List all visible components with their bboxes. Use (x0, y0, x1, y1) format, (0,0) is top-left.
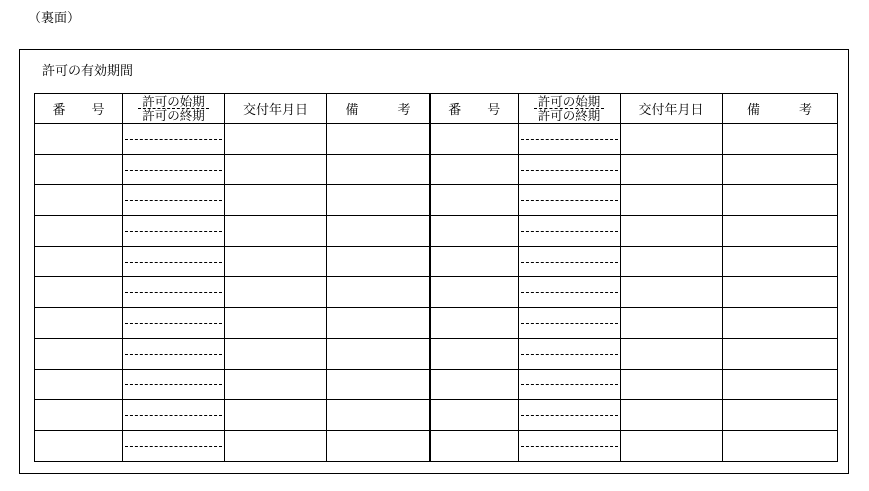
period-cell[interactable] (123, 338, 225, 369)
table-row (430, 216, 837, 247)
number-cell[interactable] (35, 430, 123, 461)
table-row (430, 277, 837, 308)
period-start-label: 許可の始期 (138, 95, 209, 109)
period-divider (125, 231, 222, 232)
period-cell[interactable] (518, 369, 620, 400)
number-cell[interactable] (430, 277, 518, 308)
table-row (430, 308, 837, 339)
period-header (518, 94, 620, 124)
issue-date-header (225, 94, 327, 124)
number-cell[interactable] (430, 369, 518, 400)
period-cell[interactable] (123, 430, 225, 461)
issue-date-cell[interactable] (620, 124, 722, 155)
period-cell[interactable] (123, 400, 225, 431)
remarks-cell[interactable] (722, 124, 837, 155)
header-row (35, 94, 430, 124)
table-row (35, 154, 430, 185)
issue-date-cell[interactable] (225, 308, 327, 339)
period-divider (521, 415, 618, 416)
issue-date-cell[interactable] (225, 216, 327, 247)
period-cell[interactable] (518, 400, 620, 431)
number-cell[interactable] (430, 154, 518, 185)
remarks-header-label: 備 考 (746, 103, 812, 118)
table-row (35, 246, 430, 277)
period-divider (521, 384, 618, 385)
remarks-cell[interactable] (327, 277, 430, 308)
period-divider (125, 262, 222, 263)
issue-date-cell[interactable] (620, 277, 722, 308)
number-cell[interactable] (35, 154, 123, 185)
issue-date-cell[interactable] (225, 400, 327, 431)
issue-date-header-label: 交付年月日 (242, 103, 308, 118)
issue-date-cell[interactable] (620, 369, 722, 400)
period-cell[interactable] (123, 246, 225, 277)
number-cell[interactable] (35, 277, 123, 308)
remarks-cell[interactable] (327, 154, 430, 185)
number-cell[interactable] (35, 185, 123, 216)
section-title: 許可の有効期間 (42, 64, 134, 79)
table-row (430, 246, 837, 277)
number-cell[interactable] (430, 430, 518, 461)
remarks-cell[interactable] (722, 338, 837, 369)
period-divider (521, 200, 618, 201)
period-cell[interactable] (123, 124, 225, 155)
issue-date-cell[interactable] (225, 338, 327, 369)
number-cell[interactable] (35, 246, 123, 277)
number-cell[interactable] (35, 338, 123, 369)
remarks-cell[interactable] (327, 185, 430, 216)
issue-date-cell[interactable] (620, 185, 722, 216)
number-cell[interactable] (430, 124, 518, 155)
issue-date-cell[interactable] (225, 430, 327, 461)
period-cell[interactable] (518, 216, 620, 247)
period-divider (125, 384, 222, 385)
left-body (35, 124, 430, 462)
table-row (35, 369, 430, 400)
period-divider (521, 170, 618, 171)
period-header (123, 94, 225, 124)
number-cell[interactable] (430, 308, 518, 339)
right-body (430, 124, 837, 462)
period-cell[interactable] (518, 430, 620, 461)
issue-date-cell[interactable] (620, 430, 722, 461)
period-cell[interactable] (518, 124, 620, 155)
period-end-label: 許可の終期 (537, 108, 601, 123)
issue-date-cell[interactable] (225, 154, 327, 185)
table-row (430, 338, 837, 369)
period-cell[interactable] (518, 154, 620, 185)
issue-date-cell[interactable] (225, 277, 327, 308)
table-row (430, 185, 837, 216)
table-row (430, 124, 837, 155)
table-row (35, 430, 430, 461)
remarks-cell[interactable] (327, 369, 430, 400)
remarks-cell[interactable] (722, 246, 837, 277)
period-cell[interactable] (518, 185, 620, 216)
period-cell[interactable] (518, 277, 620, 308)
period-divider (125, 446, 222, 447)
number-header (430, 94, 518, 124)
number-header (35, 94, 123, 124)
table-row (35, 185, 430, 216)
remarks-cell[interactable] (327, 308, 430, 339)
validity-grid (34, 93, 836, 461)
remarks-cell[interactable] (722, 185, 837, 216)
number-cell[interactable] (430, 185, 518, 216)
number-cell[interactable] (430, 338, 518, 369)
side-label: （裏面） (28, 11, 81, 26)
remarks-cell[interactable] (327, 430, 430, 461)
period-divider (521, 323, 618, 324)
remarks-cell[interactable] (327, 338, 430, 369)
validity-table-left (34, 93, 430, 462)
period-divider (521, 446, 618, 447)
issue-date-header (620, 94, 722, 124)
period-divider (521, 139, 618, 140)
remarks-cell[interactable] (722, 277, 837, 308)
number-cell[interactable] (35, 124, 123, 155)
period-divider (125, 323, 222, 324)
period-cell[interactable] (123, 369, 225, 400)
remarks-cell[interactable] (722, 369, 837, 400)
remarks-header-label: 備 考 (345, 103, 411, 118)
issue-date-cell[interactable] (620, 338, 722, 369)
period-cell[interactable] (123, 277, 225, 308)
remarks-cell[interactable] (327, 216, 430, 247)
number-header-label: 番 号 (52, 103, 105, 118)
remarks-cell[interactable] (722, 216, 837, 247)
table-row (430, 154, 837, 185)
issue-date-header-label: 交付年月日 (638, 103, 704, 118)
remarks-cell[interactable] (327, 124, 430, 155)
period-start-label: 許可の始期 (534, 95, 605, 109)
period-divider (521, 231, 618, 232)
table-row (430, 369, 837, 400)
table-row (35, 124, 430, 155)
issue-date-cell[interactable] (225, 246, 327, 277)
period-divider (521, 262, 618, 263)
number-header-label: 番 号 (448, 103, 501, 118)
period-divider (125, 200, 222, 201)
remarks-cell[interactable] (722, 400, 837, 431)
number-cell[interactable] (430, 216, 518, 247)
remarks-header (722, 94, 837, 124)
period-divider (521, 292, 618, 293)
period-cell[interactable] (123, 216, 225, 247)
period-end-label: 許可の終期 (142, 108, 205, 123)
period-cell[interactable] (518, 246, 620, 277)
issue-date-cell[interactable] (620, 308, 722, 339)
number-cell[interactable] (430, 400, 518, 431)
remarks-cell[interactable] (327, 246, 430, 277)
table-row (35, 338, 430, 369)
table-row (430, 400, 837, 431)
remarks-cell[interactable] (722, 308, 837, 339)
table-row (35, 308, 430, 339)
period-cell[interactable] (123, 308, 225, 339)
table-row (35, 277, 430, 308)
number-cell[interactable] (35, 369, 123, 400)
header-row (430, 94, 837, 124)
number-cell[interactable] (35, 308, 123, 339)
period-divider (125, 139, 222, 140)
period-cell[interactable] (518, 308, 620, 339)
issue-date-cell[interactable] (225, 369, 327, 400)
issue-date-cell[interactable] (225, 185, 327, 216)
period-cell[interactable] (518, 338, 620, 369)
remarks-header (327, 94, 430, 124)
issue-date-cell[interactable] (620, 246, 722, 277)
remarks-cell[interactable] (327, 400, 430, 431)
issue-date-cell[interactable] (620, 154, 722, 185)
period-divider (125, 170, 222, 171)
period-divider (125, 415, 222, 416)
remarks-cell[interactable] (722, 430, 837, 461)
period-cell[interactable] (123, 185, 225, 216)
number-cell[interactable] (430, 246, 518, 277)
table-row (430, 430, 837, 461)
remarks-cell[interactable] (722, 154, 837, 185)
validity-table-right (429, 93, 838, 462)
table-row (35, 400, 430, 431)
table-row (35, 216, 430, 247)
number-cell[interactable] (35, 400, 123, 431)
period-divider (521, 354, 618, 355)
period-cell[interactable] (123, 154, 225, 185)
period-divider (125, 354, 222, 355)
issue-date-cell[interactable] (225, 124, 327, 155)
issue-date-cell[interactable] (620, 216, 722, 247)
issue-date-cell[interactable] (620, 400, 722, 431)
period-divider (125, 292, 222, 293)
number-cell[interactable] (35, 216, 123, 247)
